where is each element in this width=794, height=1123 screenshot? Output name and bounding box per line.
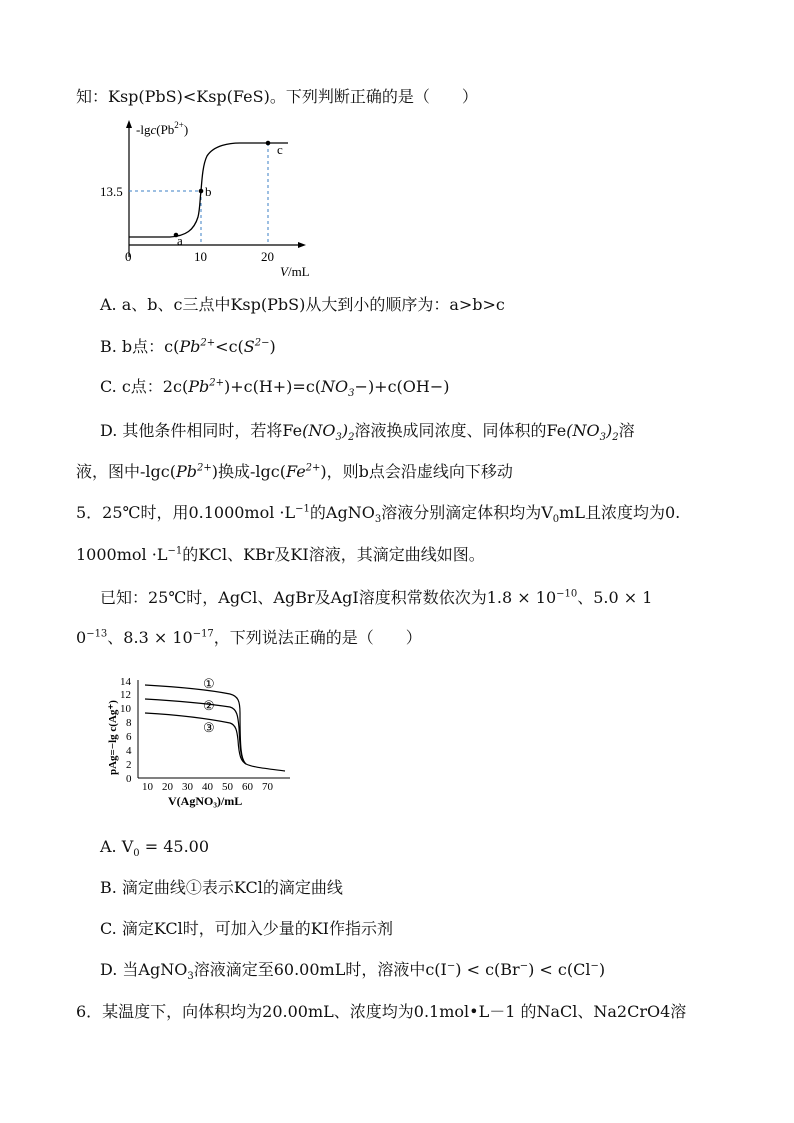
y-tick-13-5: 13.5 [100, 184, 123, 199]
q5-option-d: D. 当AgNO$_3$溶液滴定至60.00mL时，溶液中c(I−) < c(Br−) < c(Cl−) [100, 960, 606, 983]
x-axis-label: V/mL [280, 264, 310, 279]
point-c [266, 141, 271, 146]
y-tick-2: 2 [126, 759, 132, 771]
x-tick-70: 70 [262, 781, 273, 793]
curve-1-label: ① [203, 676, 215, 691]
q6-text: 6．某温度下，向体积均为20.00mL、浓度均为0.1mol•L－1 的NaCl、Na2CrO4溶 [76, 1002, 687, 1021]
x-tick-60: 60 [242, 781, 253, 793]
q4-option-c: C. c点：$2c(Pb^{2+})+c(H+)=c(NO_3-)+c(OH-)$ [100, 377, 450, 400]
q5-line3: 已知：25℃时，AgCl、AgBr及AgI溶度积常数依次为$1.8 \times 10^{-10}$、5.0 × 1 [100, 588, 653, 607]
x-tick-30: 30 [182, 781, 193, 793]
x-tick-10: 10 [194, 249, 207, 264]
y-axis-label: pAg=−lg c(Ag⁺) [107, 700, 119, 775]
q4-option-b: B. b点：$c(Pb^{2+}<c(S^{2-})$ [100, 337, 276, 356]
y-tick-0: 0 [126, 773, 132, 785]
x-tick-50: 50 [222, 781, 233, 793]
figure-pb-titration [90, 112, 340, 282]
x-tick-20: 20 [162, 781, 173, 793]
q5-option-c: C. 滴定KCl时，可加入少量的KI作指示剂 [100, 919, 394, 938]
curve-3-label: ③ [203, 720, 215, 735]
x-tick-40: 40 [202, 781, 213, 793]
curve-2-label: ② [203, 698, 215, 713]
y-axis-label: $-\lg c(Pb^{2+})$ [136, 120, 189, 137]
q5-line4: $0^{-13}$、$8.3 \times 10^{-17}$，下列说法正确的是（ ） [76, 628, 422, 647]
q4-option-d-line2: 液，图中$-\lg c(Pb^{2+})$换成$-\lg c(Fe^{2+})$，则b点会沿虚线向下移动 [76, 462, 513, 481]
x-tick-20: 20 [261, 249, 274, 264]
label-c: c [277, 142, 283, 157]
q4-intro: 知：Ksp(PbS)<Ksp(FeS)。下列判断正确的是（ ） [76, 87, 478, 106]
y-tick-4: 4 [126, 745, 132, 757]
x-axis-arrow [298, 242, 306, 248]
label-b: b [205, 184, 212, 199]
q5-line2: $1000mol \cdot L^{-1}$的KCl、KBr及KI溶液，其滴定曲线如图。 [76, 545, 485, 564]
label-a: a [177, 233, 183, 248]
x-tick-10: 10 [142, 781, 153, 793]
y-axis-arrow [126, 120, 132, 128]
y-tick-10: 10 [120, 703, 131, 715]
q4-option-d-line1: D. 其他条件相同时，若将$Fe(NO_3)_2$溶液换成同浓度、同体积的$Fe(NO_3)_2$溶 [100, 421, 635, 444]
y-tick-6: 6 [126, 731, 132, 743]
figure-ag-titration [100, 668, 300, 810]
q5-option-b: B. 滴定曲线①表示KCl的滴定曲线 [100, 878, 343, 897]
q4-option-a: A. a、b、c三点中Ksp(PbS)从大到小的顺序为：a>b>c [100, 295, 505, 314]
y-tick-14: 14 [120, 676, 131, 688]
x-axis-label: V(AgNO₃)/mL [168, 794, 243, 808]
x-tick-0: 0 [125, 249, 132, 264]
y-tick-8: 8 [126, 717, 132, 729]
q5-option-a: A. $V_0 = 45.00$ [100, 837, 210, 860]
point-b [199, 189, 204, 194]
y-tick-12: 12 [120, 689, 131, 701]
q5-line1: 5．25℃时，用$0.1000mol \cdot L^{-1}$的AgNO$_3$溶液分别滴定体积均为$V_0mL$且浓度均为0. [76, 503, 681, 526]
